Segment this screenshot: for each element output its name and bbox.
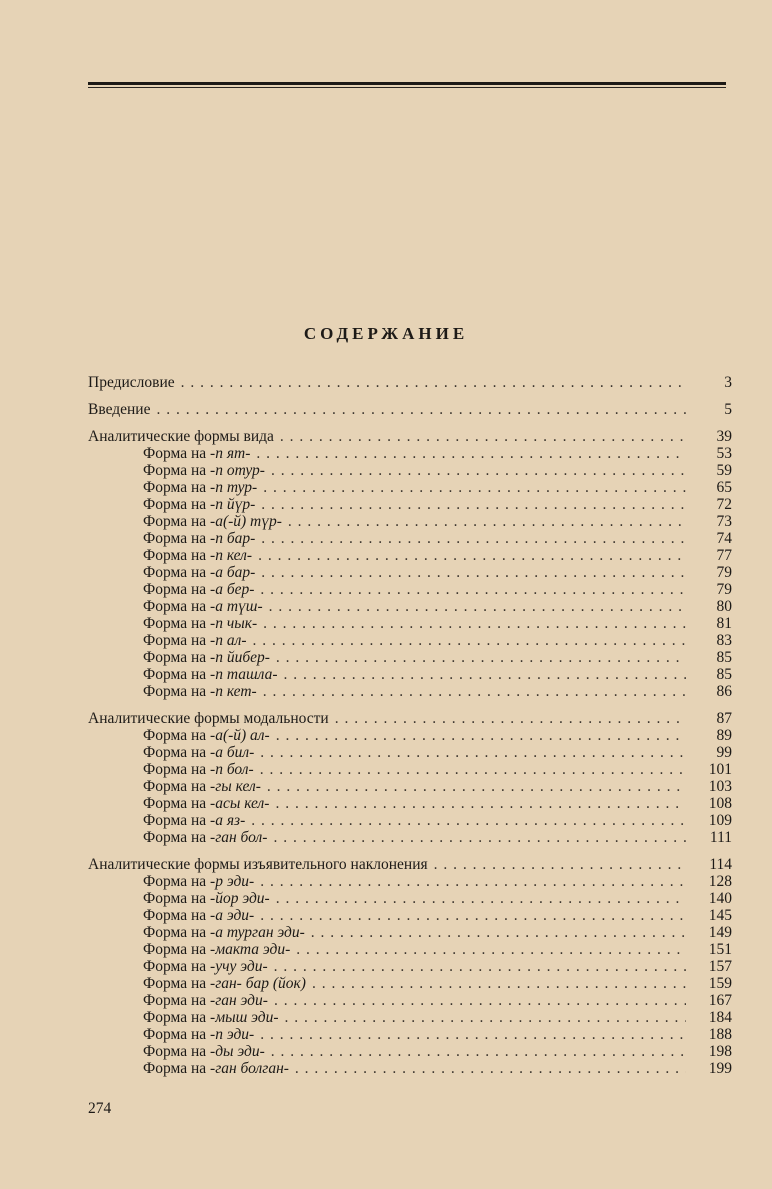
toc-subsection-entry bbox=[88, 615, 732, 632]
toc-entry-label bbox=[88, 890, 270, 907]
toc-leader-dots bbox=[275, 795, 686, 812]
toc-section-entry bbox=[88, 401, 732, 418]
toc-entry-prefix: Форма на bbox=[143, 666, 211, 683]
toc-subsection-entry bbox=[88, 890, 732, 907]
toc-entry-suffix-form: -а(-й) ал- bbox=[210, 727, 270, 744]
toc-section-entry bbox=[88, 428, 732, 445]
toc-entry-label bbox=[88, 496, 255, 513]
toc-entry-label bbox=[88, 795, 269, 812]
toc-entry-suffix-form: -п ят- bbox=[210, 445, 251, 462]
toc-subsection-entry bbox=[88, 632, 732, 649]
toc-entry-suffix-form: -п ал- bbox=[210, 632, 247, 649]
top-rule-thick bbox=[88, 82, 726, 85]
toc-entry-prefix: Форма на bbox=[143, 975, 211, 992]
toc-leader-dots bbox=[276, 649, 686, 666]
toc-page-number: 79 bbox=[716, 564, 732, 581]
toc-page-number: 73 bbox=[716, 513, 732, 530]
toc-entry-suffix-form: -а түш- bbox=[210, 598, 263, 615]
toc-entry-label bbox=[88, 1060, 289, 1077]
toc-entry-prefix: Форма на bbox=[143, 649, 211, 666]
toc-entry-label bbox=[88, 401, 150, 418]
toc-entry-label bbox=[88, 778, 261, 795]
toc-entry-suffix-form: -мыш эди- bbox=[210, 1009, 279, 1026]
toc-entry-suffix-form: -ган- бар (йок) bbox=[210, 975, 306, 992]
toc-leader-dots bbox=[263, 615, 686, 632]
toc-subsection-entry bbox=[88, 479, 732, 496]
toc-entry-label bbox=[88, 445, 250, 462]
toc-entry-prefix: Форма на bbox=[143, 907, 211, 924]
toc-section-spacer bbox=[88, 391, 732, 401]
toc-entry-prefix: Форма на bbox=[143, 496, 211, 513]
toc-entry-label bbox=[88, 374, 175, 391]
toc-entry-label bbox=[88, 744, 254, 761]
toc-entry-prefix: Форма на bbox=[143, 941, 211, 958]
toc-section-entry bbox=[88, 856, 732, 873]
toc-entry-suffix-form: -а бер- bbox=[210, 581, 255, 598]
toc-entry-label bbox=[88, 924, 305, 941]
toc-page-number: 184 bbox=[708, 1009, 732, 1026]
toc-entry-suffix-form: -а(-й) түр- bbox=[210, 513, 282, 530]
toc-subsection-entry bbox=[88, 547, 732, 564]
toc-entry-prefix: Форма на bbox=[143, 761, 211, 778]
toc-page-number: 59 bbox=[716, 462, 732, 479]
toc-section-spacer bbox=[88, 846, 732, 856]
toc-subsection-entry bbox=[88, 924, 732, 941]
toc-entry-label bbox=[88, 547, 252, 564]
toc-entry-prefix: Форма на bbox=[143, 445, 211, 462]
toc-subsection-entry bbox=[88, 1060, 732, 1077]
toc-entry-label bbox=[88, 907, 254, 924]
toc-leader-dots bbox=[285, 1009, 686, 1026]
toc-entry-prefix: Форма на bbox=[143, 744, 211, 761]
toc-subsection-entry bbox=[88, 812, 732, 829]
toc-page-number: 74 bbox=[716, 530, 732, 547]
toc-entry-label bbox=[88, 992, 268, 1009]
toc-page-number: 198 bbox=[708, 1043, 732, 1060]
toc-subsection-entry bbox=[88, 992, 732, 1009]
toc-entry-prefix: Форма на bbox=[143, 829, 211, 846]
toc-entry-prefix: Форма на bbox=[143, 632, 211, 649]
toc-subsection-entry bbox=[88, 1026, 732, 1043]
toc-page-number: 5 bbox=[724, 401, 732, 418]
toc-subsection-entry bbox=[88, 941, 732, 958]
toc-entry-prefix: Аналитические формы вида bbox=[88, 428, 274, 445]
toc-entry-suffix-form: -асы кел- bbox=[210, 795, 270, 812]
toc-entry-suffix-form: -п йүр- bbox=[210, 496, 256, 513]
toc-entry-suffix-form: -а бар- bbox=[210, 564, 256, 581]
toc-page-number: 157 bbox=[708, 958, 732, 975]
toc-entry-label bbox=[88, 812, 245, 829]
toc-entry-label bbox=[88, 1009, 279, 1026]
toc-page-number: 149 bbox=[708, 924, 732, 941]
toc-entry-prefix: Введение bbox=[88, 401, 151, 418]
toc-subsection-entry bbox=[88, 530, 732, 547]
toc-subsection-entry bbox=[88, 666, 732, 683]
toc-subsection-entry bbox=[88, 795, 732, 812]
toc-leader-dots bbox=[274, 958, 686, 975]
toc-entry-prefix: Форма на bbox=[143, 958, 211, 975]
toc-entry-label bbox=[88, 941, 290, 958]
toc-entry-label bbox=[88, 761, 254, 778]
toc-entry-suffix-form: -ган бол- bbox=[210, 829, 268, 846]
toc-section-entry bbox=[88, 374, 732, 391]
toc-page-number: 89 bbox=[716, 727, 732, 744]
toc-entry-prefix: Форма на bbox=[143, 615, 211, 632]
toc-leader-dots bbox=[263, 683, 686, 700]
toc-leader-dots bbox=[267, 778, 686, 795]
toc-entry-prefix: Форма на bbox=[143, 1009, 211, 1026]
toc-entry-suffix-form: -макта эди- bbox=[210, 941, 291, 958]
toc-page-number: 53 bbox=[716, 445, 732, 462]
toc-leader-dots bbox=[260, 761, 686, 778]
toc-leader-dots bbox=[156, 401, 686, 418]
toc-entry-suffix-form: -а бил- bbox=[210, 744, 255, 761]
toc-leader-dots bbox=[271, 1043, 686, 1060]
toc-entry-suffix-form: -п эди- bbox=[210, 1026, 255, 1043]
toc-entry-prefix: Форма на bbox=[143, 598, 211, 615]
toc-leader-dots bbox=[260, 907, 686, 924]
toc-entry-label bbox=[88, 632, 247, 649]
toc-entry-prefix: Форма на bbox=[143, 547, 211, 564]
toc-page-number: 81 bbox=[716, 615, 732, 632]
toc-leader-dots bbox=[276, 890, 686, 907]
toc-entry-suffix-form: -ган эди- bbox=[210, 992, 268, 1009]
toc-entry-label bbox=[88, 581, 254, 598]
toc-entry-prefix: Форма на bbox=[143, 1060, 211, 1077]
toc-entry-label bbox=[88, 1026, 254, 1043]
page-number: 274 bbox=[88, 1100, 112, 1117]
toc-leader-dots bbox=[253, 632, 687, 649]
toc-entry-prefix: Форма на bbox=[143, 513, 211, 530]
toc-leader-dots bbox=[434, 856, 686, 873]
toc-subsection-entry bbox=[88, 1009, 732, 1026]
toc-entry-label bbox=[88, 856, 428, 873]
toc-page-number: 85 bbox=[716, 666, 732, 683]
toc-entry-prefix: Форма на bbox=[143, 812, 211, 829]
toc-entry-suffix-form: -п тур- bbox=[210, 479, 258, 496]
toc-leader-dots bbox=[260, 1026, 686, 1043]
toc-entry-suffix-form: -п йибер- bbox=[210, 649, 270, 666]
toc-entry-prefix: Аналитические формы модальности bbox=[88, 710, 329, 727]
toc-entry-prefix: Форма на bbox=[143, 924, 211, 941]
toc-entry-suffix-form: -гы кел- bbox=[210, 778, 261, 795]
toc-page-number: 99 bbox=[716, 744, 732, 761]
toc-entry-prefix: Форма на bbox=[143, 564, 211, 581]
toc-entry-prefix: Форма на bbox=[143, 479, 211, 496]
toc-entry-prefix: Форма на bbox=[143, 683, 211, 700]
toc-entry-label bbox=[88, 1043, 265, 1060]
toc-entry-suffix-form: -п бар- bbox=[210, 530, 256, 547]
toc-entry-suffix-form: -п бол- bbox=[210, 761, 254, 778]
toc-leader-dots bbox=[284, 666, 686, 683]
toc-subsection-entry bbox=[88, 496, 732, 513]
toc-entry-prefix: Форма на bbox=[143, 873, 211, 890]
toc-entry-label bbox=[88, 873, 254, 890]
toc-subsection-entry bbox=[88, 598, 732, 615]
toc-subsection-entry bbox=[88, 958, 732, 975]
toc-leader-dots bbox=[276, 727, 686, 744]
toc-entry-label bbox=[88, 564, 255, 581]
toc-subsection-entry bbox=[88, 564, 732, 581]
toc-leader-dots bbox=[271, 462, 686, 479]
toc-leader-dots bbox=[311, 924, 686, 941]
toc-page-number: 39 bbox=[716, 428, 732, 445]
toc-entry-prefix: Предисловие bbox=[88, 374, 175, 391]
toc-page-number: 109 bbox=[708, 812, 732, 829]
toc-leader-dots bbox=[295, 1060, 686, 1077]
toc-page-number: 103 bbox=[708, 778, 732, 795]
toc-leader-dots bbox=[261, 564, 686, 581]
toc-leader-dots bbox=[260, 581, 686, 598]
toc-entry-suffix-form: -п ташла- bbox=[210, 666, 278, 683]
toc-subsection-entry bbox=[88, 1043, 732, 1060]
toc-entry-label bbox=[88, 683, 257, 700]
toc-subsection-entry bbox=[88, 744, 732, 761]
toc-page-number: 128 bbox=[708, 873, 732, 890]
toc-leader-dots bbox=[312, 975, 686, 992]
toc-page-number: 140 bbox=[708, 890, 732, 907]
toc-page-number: 87 bbox=[716, 710, 732, 727]
toc-subsection-entry bbox=[88, 873, 732, 890]
page-title: СОДЕРЖАНИЕ bbox=[303, 324, 469, 343]
toc-subsection-entry bbox=[88, 829, 732, 846]
toc-leader-dots bbox=[261, 530, 686, 547]
toc-page-number: 167 bbox=[708, 992, 732, 1009]
toc-entry-label bbox=[88, 710, 329, 727]
toc-entry-prefix: Форма на bbox=[143, 530, 211, 547]
toc-entry-suffix-form: -а яз- bbox=[210, 812, 246, 829]
toc-page-number: 108 bbox=[708, 795, 732, 812]
toc-page-number: 65 bbox=[716, 479, 732, 496]
toc-entry-prefix: Форма на bbox=[143, 727, 211, 744]
toc-leader-dots bbox=[335, 710, 686, 727]
toc-entry-suffix-form: -п чык- bbox=[210, 615, 258, 632]
toc-subsection-entry bbox=[88, 727, 732, 744]
toc-leader-dots bbox=[263, 479, 686, 496]
toc-page-number: 159 bbox=[708, 975, 732, 992]
toc-subsection-entry bbox=[88, 778, 732, 795]
toc-entry-label bbox=[88, 462, 265, 479]
toc-leader-dots bbox=[280, 428, 686, 445]
toc-entry-label bbox=[88, 615, 257, 632]
toc-leader-dots bbox=[296, 941, 686, 958]
toc-page-number: 114 bbox=[709, 856, 732, 873]
toc-leader-dots bbox=[288, 513, 686, 530]
toc-entry-prefix: Форма на bbox=[143, 992, 211, 1009]
toc-page-number: 80 bbox=[716, 598, 732, 615]
toc-subsection-entry bbox=[88, 907, 732, 924]
toc-entry-suffix-form: -а турган эди- bbox=[210, 924, 305, 941]
toc-subsection-entry bbox=[88, 975, 732, 992]
toc-entry-suffix-form: -п кет- bbox=[210, 683, 257, 700]
toc-entry-label bbox=[88, 958, 268, 975]
toc-leader-dots bbox=[273, 829, 686, 846]
toc-entry-label bbox=[88, 666, 278, 683]
toc-page-number: 79 bbox=[716, 581, 732, 598]
toc-entry-label bbox=[88, 479, 257, 496]
toc-entry-label bbox=[88, 530, 255, 547]
toc-entry-prefix: Аналитические формы изъявительного наклонения bbox=[88, 856, 428, 873]
toc-entry-label bbox=[88, 513, 282, 530]
toc-page-number: 83 bbox=[716, 632, 732, 649]
toc-entry-suffix-form: -р эди- bbox=[210, 873, 255, 890]
toc-entry-label bbox=[88, 975, 306, 992]
toc-page-number: 86 bbox=[716, 683, 732, 700]
toc-entry-suffix-form: -а эди- bbox=[210, 907, 255, 924]
toc-leader-dots bbox=[251, 812, 686, 829]
toc-entry-suffix-form: -п кел- bbox=[210, 547, 253, 564]
toc-page-number: 72 bbox=[716, 496, 732, 513]
toc-leader-dots bbox=[274, 992, 686, 1009]
table-of-contents bbox=[88, 374, 732, 1077]
toc-page-number: 101 bbox=[708, 761, 732, 778]
toc-leader-dots bbox=[269, 598, 686, 615]
toc-leader-dots bbox=[261, 496, 686, 513]
toc-entry-prefix: Форма на bbox=[143, 581, 211, 598]
toc-subsection-entry bbox=[88, 462, 732, 479]
toc-section-entry bbox=[88, 710, 732, 727]
toc-entry-prefix: Форма на bbox=[143, 462, 211, 479]
toc-section-spacer bbox=[88, 700, 732, 710]
toc-entry-label bbox=[88, 829, 267, 846]
toc-page-number: 85 bbox=[716, 649, 732, 666]
toc-leader-dots bbox=[181, 374, 686, 391]
toc-page-number: 188 bbox=[708, 1026, 732, 1043]
toc-entry-prefix: Форма на bbox=[143, 1026, 211, 1043]
toc-subsection-entry bbox=[88, 445, 732, 462]
toc-entry-suffix-form: -п отур- bbox=[210, 462, 265, 479]
toc-page-number: 77 bbox=[716, 547, 732, 564]
toc-subsection-entry bbox=[88, 761, 732, 778]
toc-leader-dots bbox=[260, 744, 686, 761]
toc-page-number: 111 bbox=[709, 829, 732, 846]
toc-entry-prefix: Форма на bbox=[143, 890, 211, 907]
toc-subsection-entry bbox=[88, 513, 732, 530]
toc-leader-dots bbox=[256, 445, 686, 462]
toc-page-number: 151 bbox=[708, 941, 732, 958]
toc-leader-dots bbox=[258, 547, 686, 564]
top-rule-thin bbox=[88, 87, 726, 88]
toc-entry-prefix: Форма на bbox=[143, 778, 211, 795]
toc-page-number: 199 bbox=[708, 1060, 732, 1077]
toc-leader-dots bbox=[260, 873, 686, 890]
toc-entry-suffix-form: -йор эди- bbox=[210, 890, 270, 907]
toc-subsection-entry bbox=[88, 649, 732, 666]
toc-entry-suffix-form: -ган болган- bbox=[210, 1060, 289, 1077]
toc-entry-label bbox=[88, 598, 263, 615]
toc-subsection-entry bbox=[88, 683, 732, 700]
toc-entry-label bbox=[88, 428, 274, 445]
toc-entry-label bbox=[88, 727, 270, 744]
toc-section-spacer bbox=[88, 418, 732, 428]
toc-page-number: 3 bbox=[724, 374, 732, 391]
toc-entry-label bbox=[88, 649, 270, 666]
toc-entry-prefix: Форма на bbox=[143, 1043, 211, 1060]
toc-page-number: 145 bbox=[708, 907, 732, 924]
toc-entry-suffix-form: -учу эди- bbox=[210, 958, 268, 975]
toc-entry-prefix: Форма на bbox=[143, 795, 211, 812]
toc-subsection-entry bbox=[88, 581, 732, 598]
toc-entry-suffix-form: -ды эди- bbox=[210, 1043, 265, 1060]
